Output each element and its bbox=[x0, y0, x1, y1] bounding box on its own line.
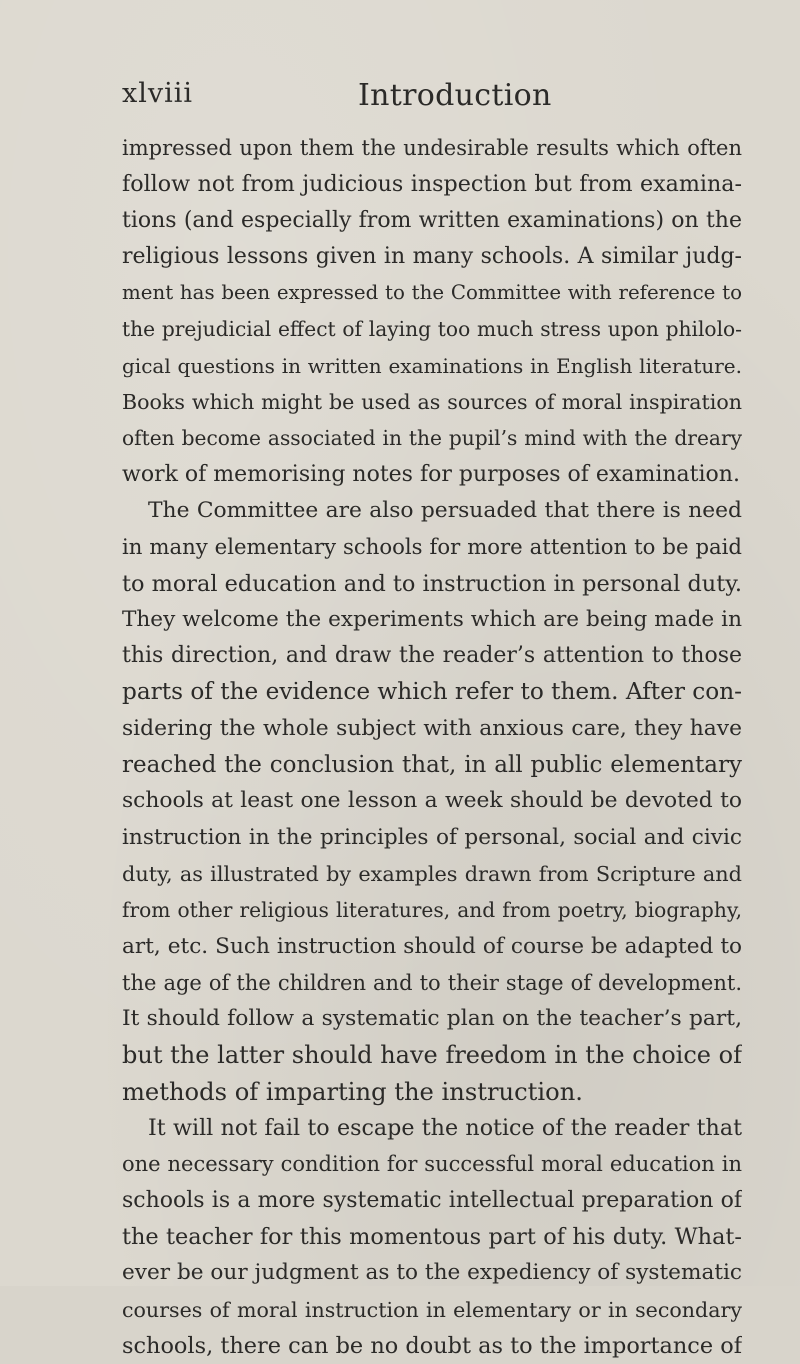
text-line: schools is a more systematic intellectual preparation of bbox=[122, 1187, 742, 1213]
text-line: in many elementary schools for more attention to be paid bbox=[122, 534, 742, 560]
text-line: tions (and especially from written examinations) on the bbox=[122, 207, 742, 233]
text-line: the prejudicial effect of laying too much stress upon philolo- bbox=[122, 317, 742, 342]
text-line: schools, there can be no doubt as to the importance of bbox=[122, 1332, 742, 1359]
text-line: courses of moral instruction in elementary or in secondary bbox=[122, 1297, 742, 1322]
text-line: art, etc. Such instruction should of course be adapted to bbox=[122, 933, 742, 959]
text-line: one necessary condition for successful moral education in bbox=[122, 1152, 742, 1177]
text-line: gical questions in written examinations in English literature. bbox=[122, 353, 742, 378]
text-line: to moral education and to instruction in personal duty. bbox=[122, 570, 742, 597]
text-line: from other religious literatures, and from poetry, biography, bbox=[122, 898, 742, 923]
running-title: Introduction bbox=[358, 78, 552, 113]
text-line: but the latter should have freedom in the choice of bbox=[122, 1041, 742, 1070]
text-line: the teacher for this momentous part of his duty. What- bbox=[122, 1223, 742, 1250]
text-line: duty, as illustrated by examples drawn from Scripture and bbox=[122, 861, 742, 886]
text-line: Books which might be used as sources of moral inspiration bbox=[122, 390, 742, 415]
running-head bbox=[122, 78, 722, 118]
text-line: religious lessons given in many schools. A similar judg- bbox=[122, 243, 742, 269]
paragraph-first-line: It will not fail to escape the notice of the reader that bbox=[148, 1115, 742, 1142]
text-line: impressed upon them the undesirable results which often bbox=[122, 136, 742, 160]
text-line: ever be our judgment as to the expediency of systematic bbox=[122, 1260, 742, 1286]
text-line: follow not from judicious inspection but from examina- bbox=[122, 171, 742, 198]
text-line: work of memorising notes for purposes of examination. bbox=[122, 461, 740, 487]
text-line: They welcome the experiments which are being made in bbox=[122, 606, 742, 632]
text-line: reached the conclusion that, in all public elementary bbox=[122, 752, 742, 779]
text-line: It should follow a systematic plan on the teacher’s part, bbox=[122, 1006, 742, 1032]
text-line: parts of the evidence which refer to them. After con- bbox=[122, 678, 742, 706]
text-line: this direction, and draw the reader’s attention to those bbox=[122, 643, 742, 669]
body-text bbox=[122, 130, 742, 1364]
page-number: xlviii bbox=[122, 78, 194, 109]
text-line: often become associated in the pupil’s mind with the dreary bbox=[122, 426, 742, 451]
text-line: instruction in the principles of personal, social and civic bbox=[122, 824, 742, 850]
text-line: ment has been expressed to the Committee with reference to bbox=[122, 281, 742, 305]
paragraph-first-line: The Committee are also persuaded that there is need bbox=[148, 497, 742, 523]
text-line: the age of the children and to their stage of development. bbox=[122, 970, 742, 995]
text-line: schools at least one lesson a week should be devoted to bbox=[122, 788, 742, 814]
text-line: sidering the whole subject with anxious care, they have bbox=[122, 715, 742, 741]
text-line: methods of imparting the instruction. bbox=[122, 1077, 583, 1106]
